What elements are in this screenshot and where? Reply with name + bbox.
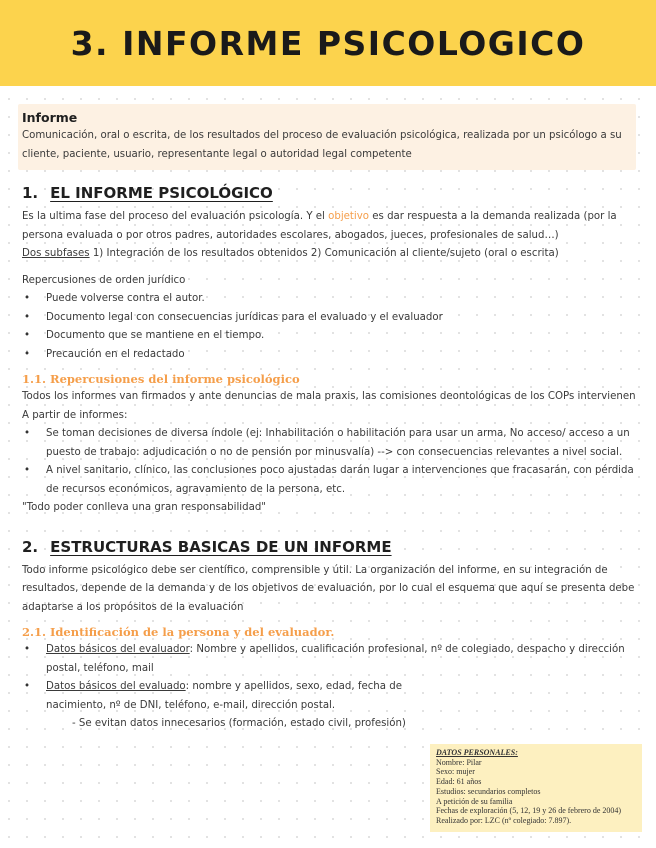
list-item: • Documento legal con consecuencias jurídicas para el evaluado y el evaluador xyxy=(22,309,636,328)
quote: "Todo poder conlleva una gran responsabilidad" xyxy=(22,502,266,513)
personal-data-box xyxy=(430,744,642,832)
section2-paragraph: Todo informe psicológico debe ser científico, comprensible y útil. La organización del informe, en su integración de resultados, depende de la demanda y de los objetivos de evaluación, por lo cual el esquema que aquí se presenta debe adaptarse a los propósitos de la evaluación xyxy=(22,564,635,613)
list-item: • A nivel sanitario, clínico, las conclusiones poco ajustadas darán lugar a intervenciones que fracasarán, con pérdida de recursos económicos, agravamiento de la persona, etc. xyxy=(22,462,636,499)
section2-heading xyxy=(22,538,636,556)
repercusiones-intro: Repercusiones de orden jurídico xyxy=(22,274,186,286)
personal-data-line: Sexo: mujer xyxy=(436,767,475,777)
main-content xyxy=(22,104,636,734)
definition-box xyxy=(18,104,636,170)
repercusiones-list xyxy=(22,290,636,364)
identificacion-list xyxy=(22,641,636,715)
section2-title: ESTRUCTURAS BASICAS DE UN INFORME xyxy=(50,537,392,556)
section2-number: 2. xyxy=(22,537,39,556)
evaluador-text: : Nombre y apellidos, cualificación profesional, nº de colegiado, despacho y dirección postal, teléfono, mail xyxy=(46,644,625,674)
evaluado-label: Datos básicos del evaluado xyxy=(46,681,186,692)
section1-p1-a: Es la ultima fase del proceso del evaluación psicología. Y el xyxy=(22,211,329,222)
personal-data-heading: DATOS PERSONALES: xyxy=(436,748,518,757)
list-item: • Puede volverse contra el autor. xyxy=(22,290,636,309)
section1-paragraph2 xyxy=(22,245,636,264)
subfases-label: Dos subfases xyxy=(22,248,90,259)
personal-data-line: Edad: 61 años xyxy=(436,777,482,787)
section1-title: EL INFORME PSICOLÓGICO xyxy=(50,184,273,202)
personal-data-line: A petición de su familia xyxy=(436,796,513,806)
subsection-1-1-p2: A partir de informes: xyxy=(22,409,128,421)
informes-list xyxy=(22,425,636,499)
personal-data-line: Estudios: secundarios completos xyxy=(436,786,541,796)
section1-paragraph1 xyxy=(22,208,636,245)
evaluador-label: Datos básicos del evaluador xyxy=(46,644,190,655)
list-item: • Precaución en el redactado xyxy=(22,346,636,365)
page-title: 3. INFORME PSICOLOGICO xyxy=(70,23,586,63)
evaluado-text: : nombre y apellidos, sexo, edad, fecha de nacimiento, nº de DNI, teléfono, e-mail, dirección postal. xyxy=(46,681,402,711)
list-item xyxy=(22,678,446,715)
section1-objetivo: objetivo xyxy=(328,211,370,222)
subsection-2-1-heading: 2.1. Identificación de la persona y del evaluador. xyxy=(22,625,335,639)
definition-term: Informe xyxy=(22,110,78,125)
personal-data-line: Nombre: Pilar xyxy=(436,757,482,767)
datos-note: - Se evitan datos innecesarios (formación, estado civil, profesión) xyxy=(72,718,406,729)
title-banner xyxy=(0,0,656,86)
personal-data-line: Realizado por: LZC (nº colegiado: 7.897). xyxy=(436,815,572,825)
list-item: • Documento que se mantiene en el tiempo. xyxy=(22,327,636,346)
subfases-text: 1) Integración de los resultados obtenidos 2) Comunicación al cliente/sujeto (oral o escrita) xyxy=(89,248,559,259)
subsection-1-1-p1: Todos los informes van firmados y ante denuncias de mala praxis, las comisiones deontológicas de los COPs intervienen xyxy=(22,391,636,402)
subsection-1-1-heading: 1.1. Repercusiones del informe psicológico xyxy=(22,372,300,386)
personal-data-line: Fechas de exploración (5, 12, 19 y 26 de febrero de 2004) xyxy=(436,806,622,816)
definition-text: Comunicación, oral o escrita, de los resultados del proceso de evaluación psicológica, realizada por un psicólogo a su cliente, paciente, usuario, representante legal o autoridad legal competente xyxy=(22,130,622,160)
list-item xyxy=(22,641,636,678)
section1-heading xyxy=(22,184,636,202)
list-item: • Se toman decisiones de diversa índole (ej: Inhabilitación o habilitación para usar un arma, No acceso/ acceso a un puesto de trabajo: adjudicación o no de pensión por minusvalía) --> con consecuencias relevantes a nivel social. xyxy=(22,425,636,462)
section1-number: 1. xyxy=(22,184,39,202)
section1-p1-b: es dar respuesta a la demanda realizada (por la persona evaluada o por otros padres, autoridades escolares, abogados, jueces, profesionales de salud…) xyxy=(22,211,617,241)
